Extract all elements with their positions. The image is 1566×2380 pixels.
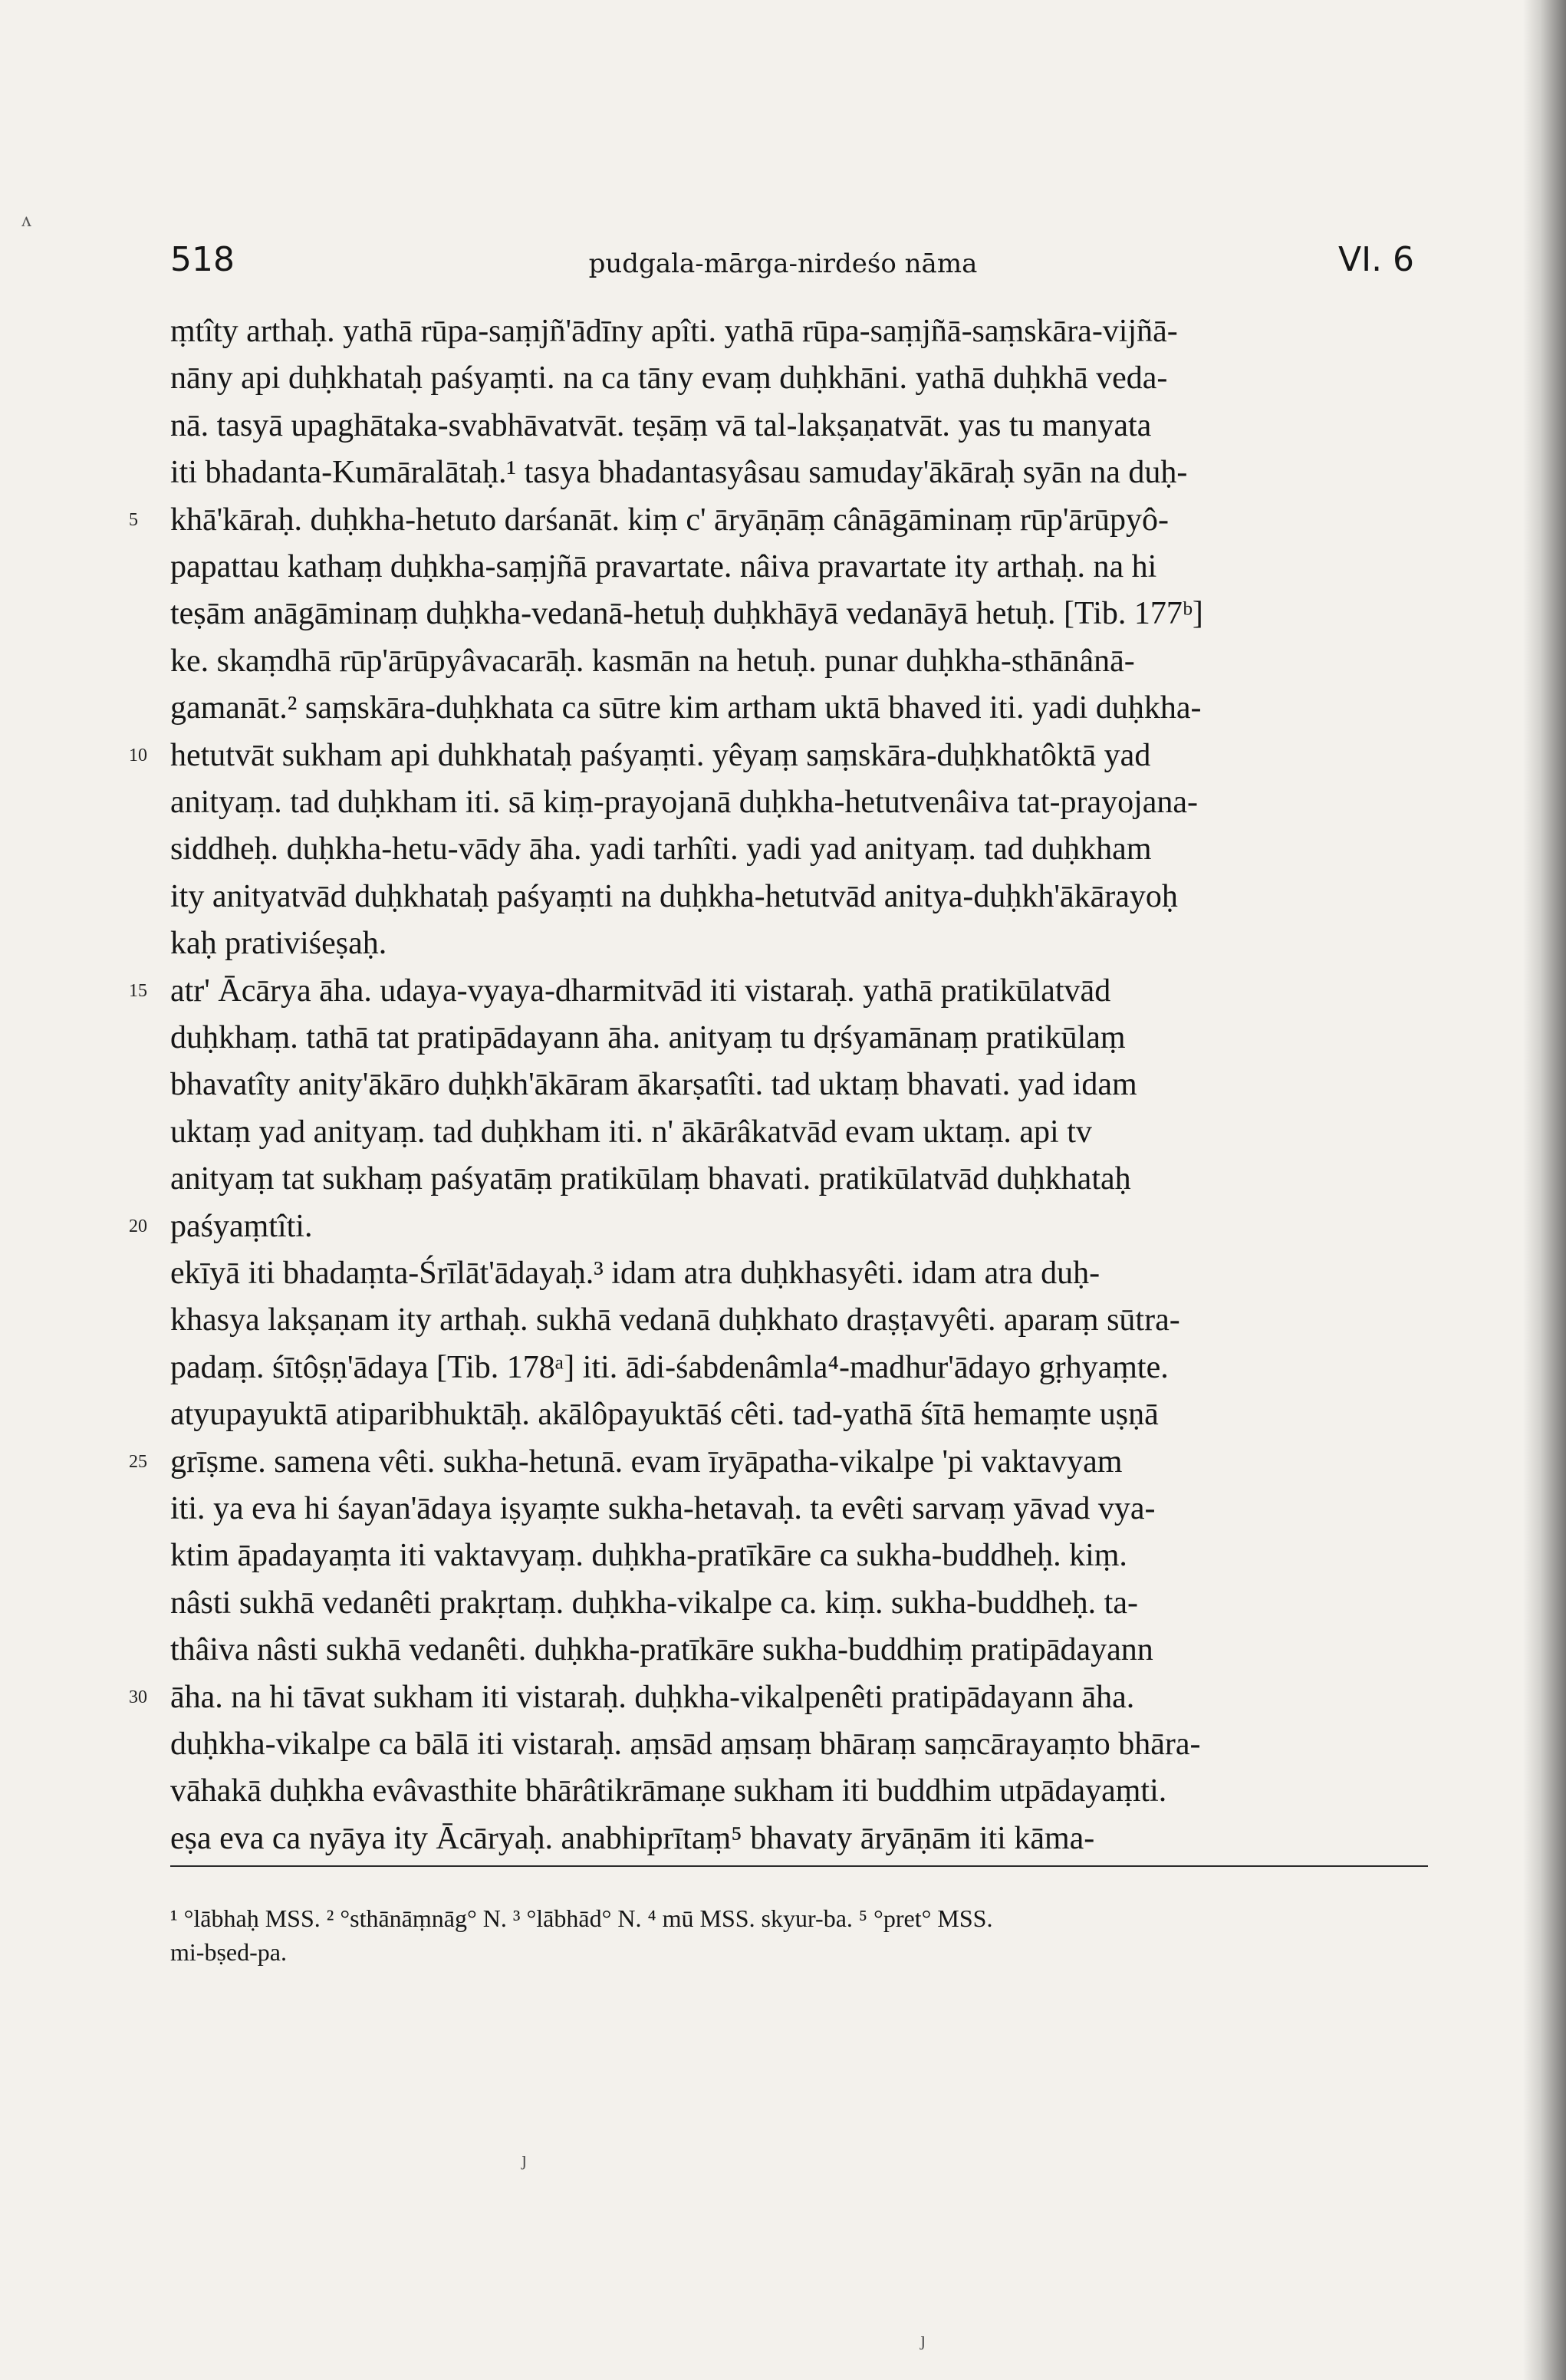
line-number: 25 xyxy=(129,1452,147,1472)
text-line: nāny api duḥkhataḥ paśyaṃti. na ca tāny evaṃ duḥkhāni. yathā duḥkhā veda- xyxy=(170,360,1168,396)
section-number: VI. 6 xyxy=(1338,240,1415,279)
text-line: hetutvāt sukham api duhkhataḥ paśyaṃti. yêyaṃ saṃskāra-duḥkhatôktā yad xyxy=(170,738,1151,773)
text-line: vāhakā duḥkha evâvasthite bhārâtikrāmaṇe sukham iti buddhim utpādayaṃti. xyxy=(170,1773,1167,1809)
text-line: bhavatîty anity'ākāro duḥkh'ākāram ākarṣatîti. tad uktaṃ bhavati. yad idam xyxy=(170,1067,1137,1102)
text-line: duḥkhaṃ. tathā tat pratipādayann āha. anityaṃ tu dṛśyamānaṃ pratikūlaṃ xyxy=(170,1020,1126,1055)
line-number: 10 xyxy=(129,746,147,765)
line-number: 15 xyxy=(129,981,147,1001)
text-line: iti. ya eva hi śayan'ādaya iṣyaṃte sukha-hetavaḥ. ta evêti sarvaṃ yāvad vya- xyxy=(170,1491,1156,1526)
page-binding-shadow xyxy=(1523,0,1566,2380)
text-line: duḥkha-vikalpe ca bālā iti vistaraḥ. aṃsād aṃsaṃ bhāraṃ saṃcārayaṃto bhāra- xyxy=(170,1727,1201,1762)
text-line: ke. skaṃdhā rūp'ārūpyâvacarāḥ. kasmān na hetuḥ. punar duḥkha-sthānânā- xyxy=(170,644,1135,679)
stray-mark: ʌ xyxy=(21,209,31,231)
text-line: gamanāt.² saṃskāra-duḥkhata ca sūtre kim artham uktā bhaved iti. yadi duḥkha- xyxy=(170,690,1202,726)
footnote-line: ¹ °lābhaḥ MSS. ² °sthānāṃnāg° N. ³ °lābhād° N. ⁴ mū MSS. skyur-ba. ⁵ °pret° MSS. xyxy=(170,1904,993,1932)
text-line: padaṃ. śītôṣṇ'ādaya [Tib. 178ᵃ] iti. ādi-śabdenâmla⁴-madhur'ādayo gṛhyaṃte. xyxy=(170,1350,1169,1385)
running-title: pudgala-mārga-nirdeśo nāma xyxy=(588,249,978,279)
text-line: teṣām anāgāminaṃ duḥkha-vedanā-hetuḥ duḥkhāyā vedanāyā hetuḥ. [Tib. 177ᵇ] xyxy=(170,596,1203,631)
text-line: nā. tasyā upaghātaka-svabhāvatvāt. teṣāṃ vā tal-lakṣaṇatvāt. yas tu manyata xyxy=(170,408,1152,443)
footnote-line: mi-bṣed-pa. xyxy=(170,1938,287,1966)
text-line: ktim āpadayaṃta iti vaktavyaṃ. duḥkha-pratīkāre ca sukha-buddheḥ. kiṃ. xyxy=(170,1538,1127,1573)
text-line: papattau kathaṃ duḥkha-saṃjñā pravartate. nâiva pravartate ity arthaḥ. na hi xyxy=(170,549,1157,584)
text-line: ṃtîty arthaḥ. yathā rūpa-saṃjñ'ādīny apîti. yathā rūpa-saṃjñā-saṃskāra-vijñā- xyxy=(170,314,1178,349)
text-line: kaḥ prativiśeṣaḥ. xyxy=(170,926,387,961)
text-line: ity anityatvād duḥkhataḥ paśyaṃti na duḥkha-hetutvād anitya-duḥkh'ākārayoḥ xyxy=(170,879,1178,914)
text-line: anityaṃ tat sukhaṃ paśyatāṃ pratikūlaṃ bhavati. pratikūlatvād duḥkhataḥ xyxy=(170,1161,1131,1197)
text-line: nâsti sukhā vedanêti prakṛtaṃ. duḥkha-vikalpe ca. kiṃ. sukha-buddheḥ. ta- xyxy=(170,1585,1138,1621)
stray-mark: ȷ xyxy=(521,2148,528,2170)
text-line: uktaṃ yad anityaṃ. tad duḥkham iti. n' ākārâkatvād evam uktaṃ. api tv xyxy=(170,1114,1092,1150)
text-line: paśyaṃtîti. xyxy=(170,1209,313,1244)
line-number: 20 xyxy=(129,1216,147,1236)
text-line: iti bhadanta-Kumāralātaḥ.¹ tasya bhadantasyâsau samuday'ākāraḥ syān na duḥ- xyxy=(170,455,1188,490)
line-number: 30 xyxy=(129,1687,147,1707)
text-line: eṣa eva ca nyāya ity Ācāryaḥ. anabhiprītaṃ⁵ bhavaty āryāṇām iti kāma- xyxy=(170,1821,1095,1856)
text-line: āha. na hi tāvat sukham iti vistaraḥ. duḥkha-vikalpenêti pratipādayann āha. xyxy=(170,1680,1135,1715)
text-line: siddheḥ. duḥkha-hetu-vādy āha. yadi tarhîti. yadi yad anityaṃ. tad duḥkham xyxy=(170,831,1152,867)
text-line: ekīyā iti bhadaṃta-Śrīlāt'ādayaḥ.³ idam atra duḥkhasyêti. idam atra duḥ- xyxy=(170,1256,1100,1291)
page-number: 518 xyxy=(170,240,235,279)
stray-mark: ȷ xyxy=(920,2328,926,2350)
text-line: atyupayuktā atiparibhuktāḥ. akālôpayuktāś cêti. tad-yathā śītā hemaṃte uṣṇā xyxy=(170,1397,1159,1432)
line-number: 5 xyxy=(129,510,138,530)
text-line: grīṣme. samena vêti. sukha-hetunā. evam īryāpatha-vikalpe 'pi vaktavyam xyxy=(170,1444,1123,1480)
text-line: thâiva nâsti sukhā vedanêti. duḥkha-pratīkāre sukha-buddhiṃ pratipādayann xyxy=(170,1632,1153,1667)
footnote-rule xyxy=(170,1865,1428,1867)
text-line: khā'kāraḥ. duḥkha-hetuto darśanāt. kiṃ c' āryāṇāṃ cânāgāminaṃ rūp'ārūpyô- xyxy=(170,502,1170,538)
text-line: anityaṃ. tad duḥkham iti. sā kiṃ-prayojanā duḥkha-hetutvenâiva tat-prayojana- xyxy=(170,785,1199,820)
text-line: khasya lakṣaṇam ity arthaḥ. sukhā vedanā duḥkhato draṣṭavyêti. aparaṃ sūtra- xyxy=(170,1302,1180,1338)
text-line: atr' Ācārya āha. udaya-vyaya-dharmitvād iti vistaraḥ. yathā pratikūlatvād xyxy=(170,973,1111,1009)
